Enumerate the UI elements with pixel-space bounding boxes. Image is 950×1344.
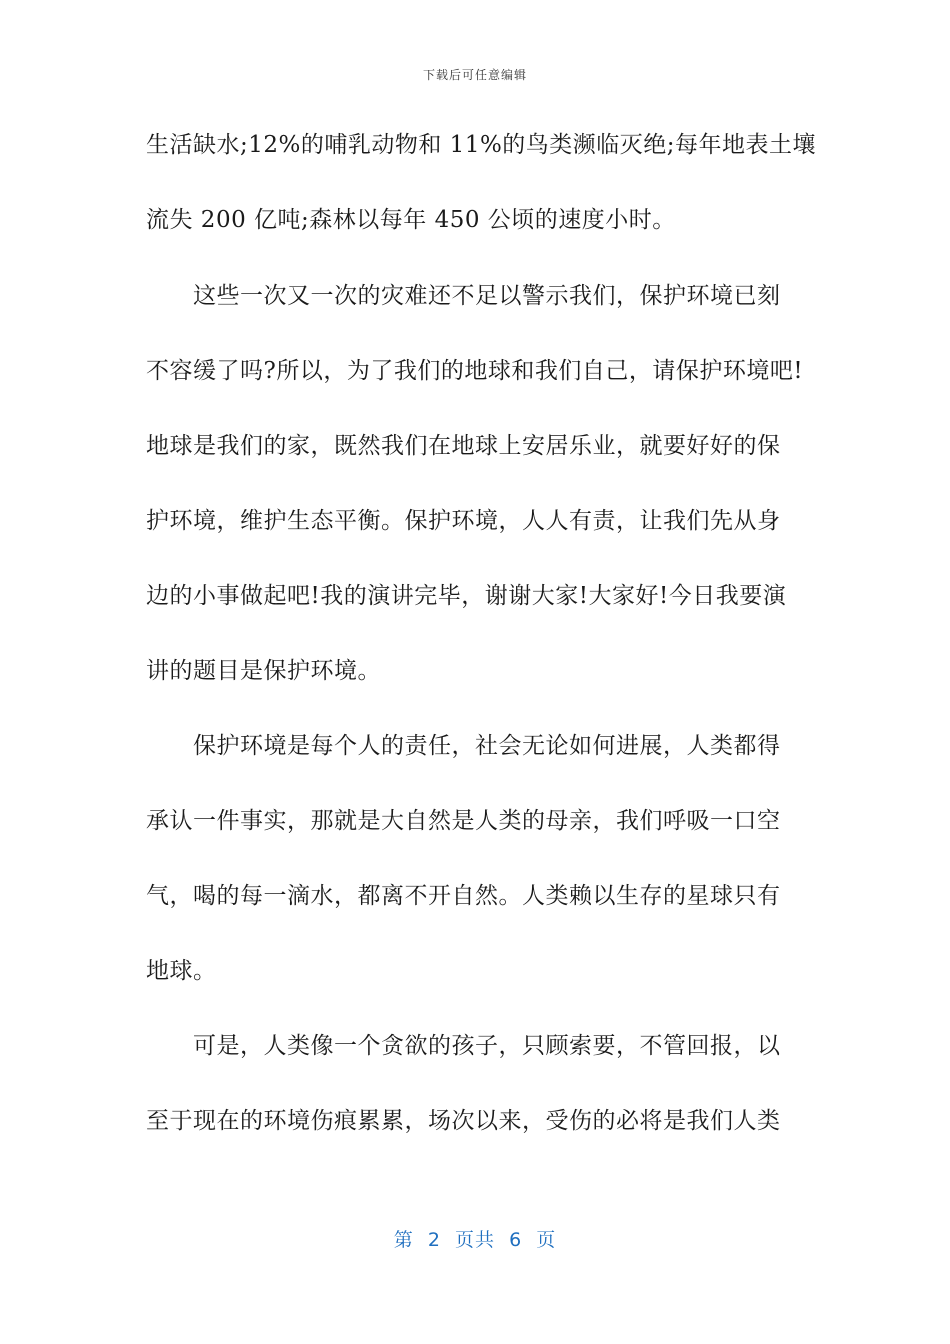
text-line: 流失 200 亿吨;森林以每年 450 公顷的速度小时。 bbox=[146, 207, 676, 233]
page-number-footer: 第 2 页共 6 页 bbox=[393, 1229, 557, 1251]
text-line: 不容缓了吗?所以，为了我们的地球和我们自己，请保护环境吧! bbox=[146, 358, 804, 384]
text-line: 至于现在的环境伤痕累累，场次以来，受伤的必将是我们人类 bbox=[146, 1108, 781, 1134]
text-line: 讲的题目是保护环境。 bbox=[146, 658, 381, 684]
text-line: 生活缺水;12%的哺乳动物和 11%的鸟类濒临灭绝;每年地表土壤 bbox=[146, 132, 817, 158]
text-line: 地球是我们的家，既然我们在地球上安居乐业，就要好好的保 bbox=[146, 433, 781, 459]
text-line: 地球。 bbox=[146, 958, 217, 984]
text-line: 护环境，维护生态平衡。保护环境，人人有责，让我们先从身 bbox=[146, 508, 781, 534]
text-line: 边的小事做起吧!我的演讲完毕，谢谢大家!大家好!今日我要演 bbox=[146, 583, 787, 609]
text-line: 气，喝的每一滴水，都离不开自然。人类赖以生存的星球只有 bbox=[146, 883, 781, 909]
text-line: 承认一件事实，那就是大自然是人类的母亲，我们呼吸一口空 bbox=[146, 808, 781, 834]
paragraph-start-line: 这些一次又一次的灾难还不足以警示我们，保护环境已刻 bbox=[193, 283, 781, 309]
paragraph-start-line: 可是，人类像一个贪欲的孩子，只顾索要，不管回报，以 bbox=[193, 1033, 781, 1059]
paragraph-start-line: 保护环境是每个人的责任，社会无论如何进展，人类都得 bbox=[193, 733, 781, 759]
header-note: 下载后可任意编辑 bbox=[422, 68, 527, 82]
